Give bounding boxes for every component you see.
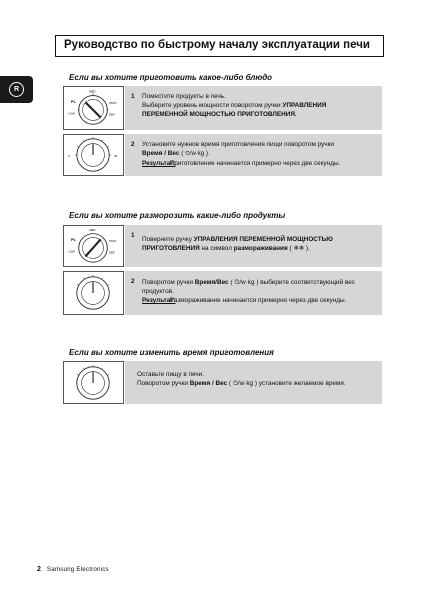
page-title-box (55, 35, 384, 57)
step-number: 1 (131, 232, 135, 239)
defrost-icon: ( ❄❄ ). (287, 245, 310, 252)
timer-knob-illustration-change (63, 361, 124, 404)
svg-text:DEF: DEF (109, 112, 115, 117)
svg-text:PL: PL (71, 100, 76, 105)
step-text: ( ⏲/w·kg ) установите желаемое время. (227, 380, 346, 387)
step-text: на символ (199, 245, 234, 252)
timer-weight-icon: ⏲/w·kg (185, 151, 205, 157)
step-text: продуктов. (142, 288, 174, 295)
result-text: Размораживание начинается примерно через две секунды. (169, 297, 347, 304)
step-text-bold: ПЕРЕМЕННОЙ МОЩНОСТЬЮ ПРИГОТОВЛЕНИЯ. (142, 111, 297, 118)
power-knob-illustration-defrost (63, 225, 124, 267)
step-text: Установите нужное время приготовления пищи поворотом ручки (142, 141, 334, 148)
timer-knob-illustration (63, 134, 124, 176)
svg-text:MED: MED (89, 89, 96, 94)
step-text-bold: ПРИГОТОВЛЕНИЯ (142, 245, 200, 252)
svg-text:HIGH: HIGH (109, 101, 117, 106)
step-cook-2 (125, 134, 382, 176)
step-number: 1 (131, 93, 135, 100)
step-text-bold: Время/Вес (194, 279, 229, 286)
section-heading-cook: Если вы хотите приготовить какое-либо блюдо (69, 73, 273, 82)
step-cook-1 (125, 86, 382, 130)
step-text-bold: УПРАВЛЕНИЯ (282, 102, 327, 109)
timer-knob-icon (64, 362, 123, 403)
timer-knob-icon (64, 135, 123, 175)
step-text: Выберите уровень мощности поворотом ручки (142, 102, 283, 109)
power-knob-icon (64, 87, 123, 129)
page-number: 2 (37, 566, 41, 573)
brand-name: Samsung Electronics (46, 566, 109, 573)
svg-text:0: 0 (68, 153, 70, 158)
svg-text:DEF: DEF (109, 250, 115, 255)
language-badge (0, 76, 33, 103)
step-text: ). (204, 150, 210, 157)
page-title: Руководство по быстрому началу эксплуатации печи (64, 39, 370, 51)
step-number: 2 (131, 278, 135, 285)
page-footer (37, 566, 109, 573)
step-text-bold: размораживания (233, 245, 288, 252)
section-heading-defrost: Если вы хотите разморозить какие-либо продукты (69, 211, 286, 220)
power-knob-icon (64, 226, 123, 266)
section-heading-change-time: Если вы хотите изменить время приготовления (69, 348, 274, 357)
svg-text:LOW: LOW (68, 111, 75, 116)
step-text-bold: Время / Вес (189, 380, 228, 387)
timer-knob-icon (64, 272, 123, 314)
svg-text:MED: MED (89, 227, 96, 232)
step-defrost-1 (125, 225, 382, 267)
power-knob-illustration (63, 86, 124, 130)
svg-text:HIGH: HIGH (109, 239, 117, 244)
step-text-bold: УПРАВЛЕНИЯ ПЕРЕМЕННОЙ МОЩНОСТЬЮ (193, 236, 333, 243)
step-text: ( (179, 150, 186, 157)
step-text: ( ⏲/w·kg ) выберите соответствующий вес (228, 279, 355, 286)
svg-text:PL: PL (71, 238, 76, 243)
step-text-bold: Время / Вес (142, 150, 180, 157)
svg-text:LOW: LOW (68, 249, 75, 254)
step-text: Поместите продукты в печь. (142, 93, 226, 100)
result-label: Результат: (142, 297, 176, 304)
language-badge-letter: R (9, 82, 24, 97)
step-text: Поворотом ручки (137, 380, 190, 387)
step-text: Оставьте пищу в печи. (137, 371, 204, 378)
svg-text:30: 30 (113, 153, 118, 158)
result-text: Приготовление начинается примерно через две секунды. (169, 160, 341, 167)
step-number: 2 (131, 141, 135, 148)
step-text: Поворотом ручки (142, 279, 195, 286)
step-change-time (125, 361, 382, 404)
timer-knob-illustration-defrost (63, 271, 124, 315)
step-text: Поверните ручку (142, 236, 194, 243)
step-defrost-2 (125, 271, 382, 315)
result-label: Результат: (142, 160, 176, 167)
